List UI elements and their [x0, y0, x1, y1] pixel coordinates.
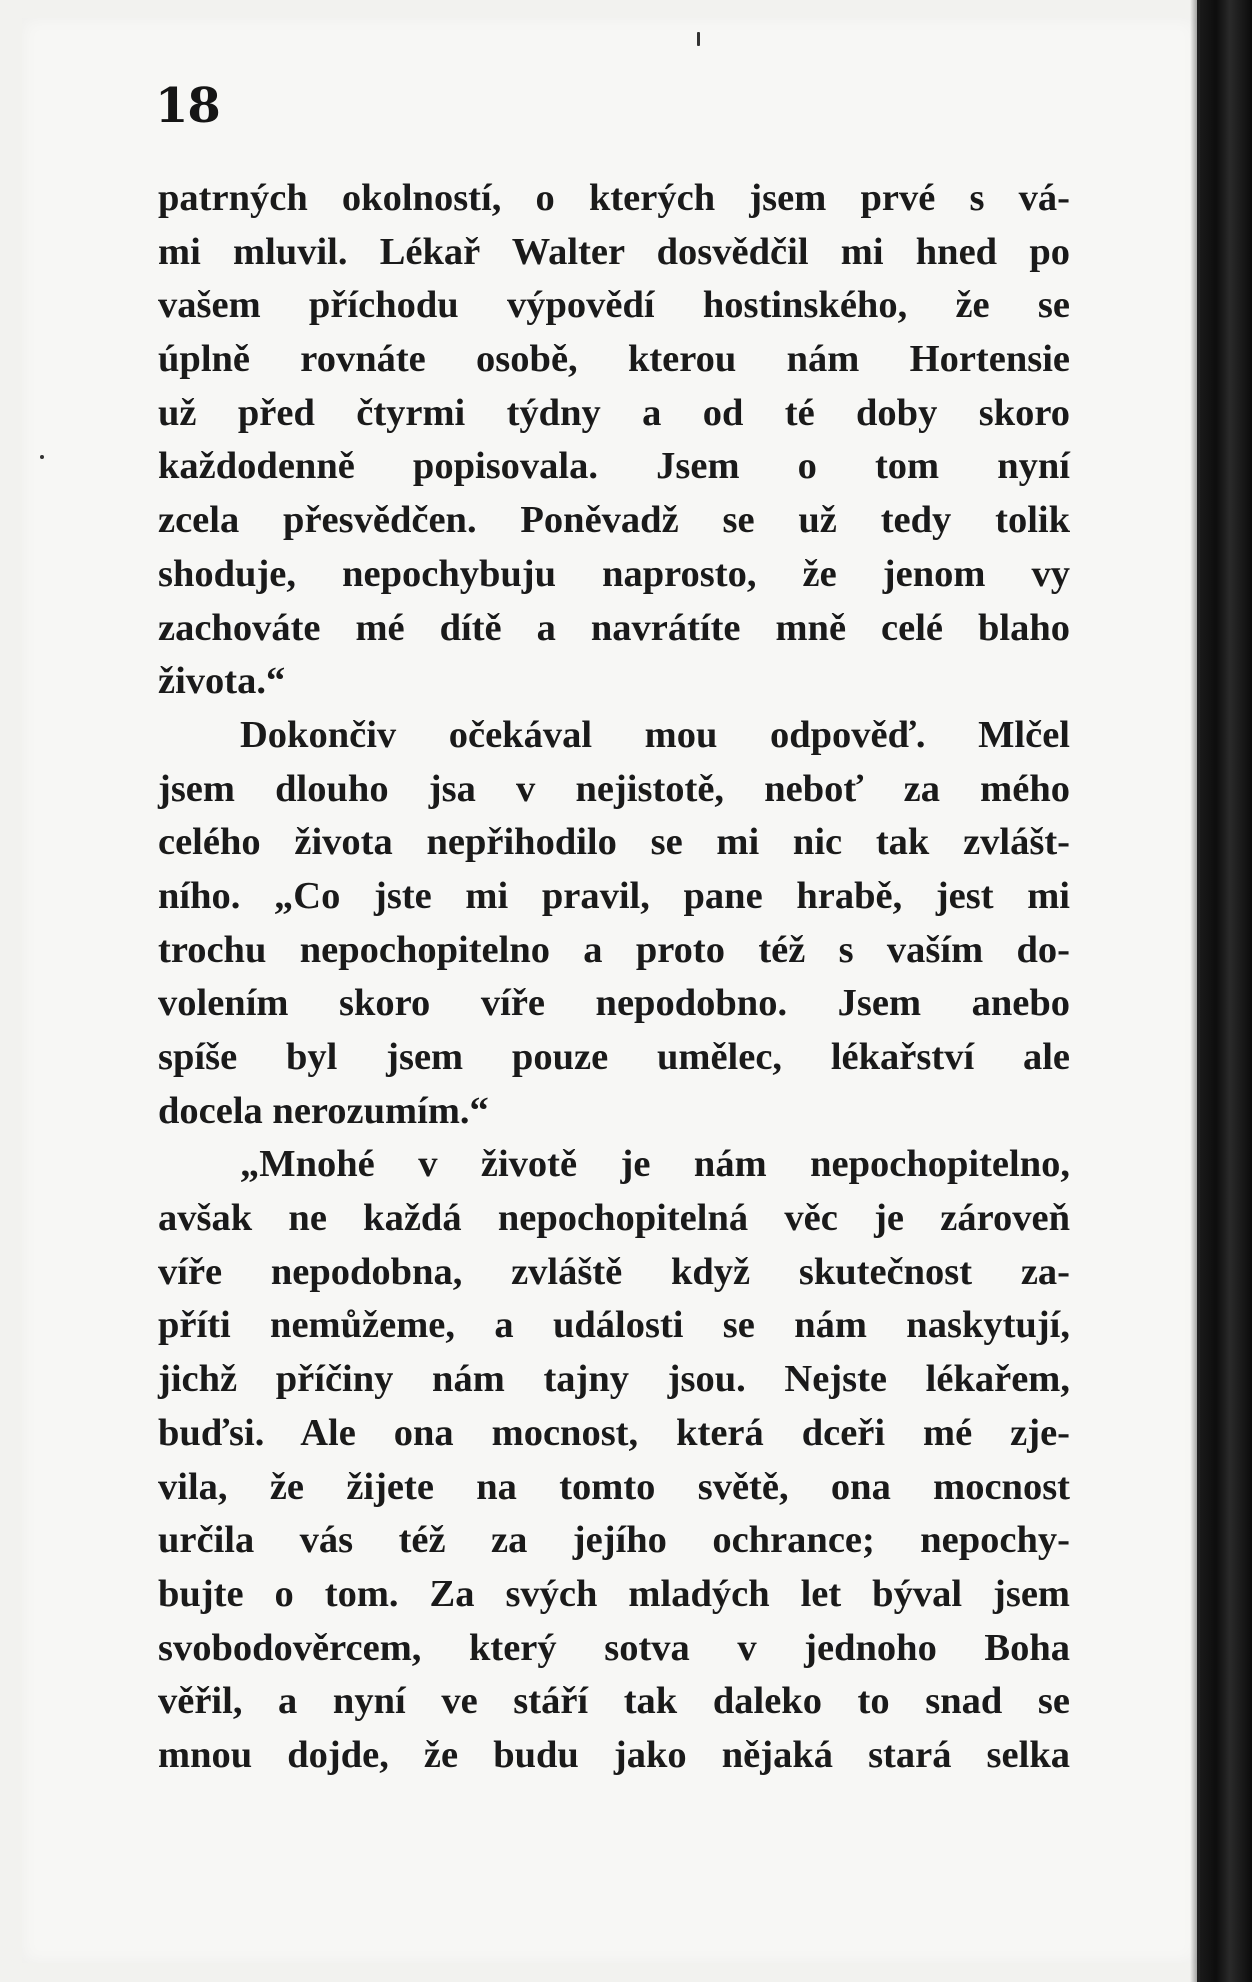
- text-line: víře nepodobna, zvláště když skutečnost za-: [158, 1250, 1070, 1293]
- scan-speck: [697, 32, 700, 46]
- text-line: celého života nepřihodilo se mi nic tak zvlášt-: [158, 821, 1070, 864]
- text-line: jichž příčiny nám tajny jsou. Nejste lékařem,: [158, 1358, 1070, 1401]
- text-line: zcela přesvědčen. Poněvadž se už tedy tolik: [158, 499, 1070, 542]
- scan-speck: [40, 455, 44, 459]
- text-line: shoduje, nepochybuju naprosto, že jenom vy: [158, 552, 1070, 595]
- text-line: „Mnohé v životě je nám nepochopitelno,: [240, 1143, 1070, 1186]
- text-line: každodenně popisovala. Jsem o tom nyní: [158, 445, 1070, 488]
- text-line: spíše byl jsem pouze umělec, lékařství ale: [158, 1036, 1070, 1078]
- text-line: ního. „Co jste mi pravil, pane hrabě, jest mi: [158, 874, 1070, 917]
- text-line: určila vás též za jejího ochrance; nepochy-: [158, 1519, 1070, 1562]
- text-line: buďsi. Ale ona mocnost, která dceři mé zje-: [158, 1411, 1070, 1454]
- text-line: docela nerozumím.“: [158, 1089, 489, 1132]
- text-line: zachováte mé dítě a navrátíte mně celé blaho: [158, 606, 1070, 649]
- binding-shadow: [1190, 0, 1200, 1982]
- text-line: příti nemůžeme, a události se nám naskytují,: [158, 1304, 1070, 1347]
- text-line: vašem příchodu výpovědí hostinského, že se: [158, 284, 1070, 327]
- book-binding-edge: [1197, 0, 1252, 1982]
- text-line: svobodověrcem, který sotva v jednoho Boha: [158, 1626, 1070, 1669]
- text-line: úplně rovnáte osobě, kterou nám Hortensie: [158, 338, 1070, 381]
- text-line: jsem dlouho jsa v nejistotě, neboť za mého: [158, 767, 1070, 810]
- text-line: bujte o tom. Za svých mladých let býval jsem: [158, 1572, 1070, 1615]
- text-line: už před čtyrmi týdny a od té doby skoro: [158, 391, 1070, 434]
- text-line: patrných okolností, o kterých jsem prvé s vá-: [158, 177, 1070, 219]
- page-number: 18: [155, 78, 220, 134]
- text-line: vila, že žijete na tomto světě, ona mocnost: [158, 1465, 1070, 1508]
- text-line: života.“: [158, 660, 286, 703]
- text-line: Dokončiv očekával mou odpověď. Mlčel: [240, 713, 1070, 756]
- text-line: volením skoro víře nepodobno. Jsem anebo: [158, 982, 1070, 1025]
- text-line: mi mluvil. Lékař Walter dosvědčil mi hned po: [158, 230, 1070, 273]
- body-text: [158, 172, 1070, 1783]
- text-line: trochu nepochopitelno a proto též s vaším do-: [158, 928, 1070, 971]
- text-line: věřil, a nyní ve stáří tak daleko to snad se: [158, 1680, 1070, 1723]
- text-line: mnou dojde, že budu jako nějaká stará selka: [158, 1733, 1070, 1776]
- text-line: avšak ne každá nepochopitelná věc je zároveň: [158, 1197, 1070, 1240]
